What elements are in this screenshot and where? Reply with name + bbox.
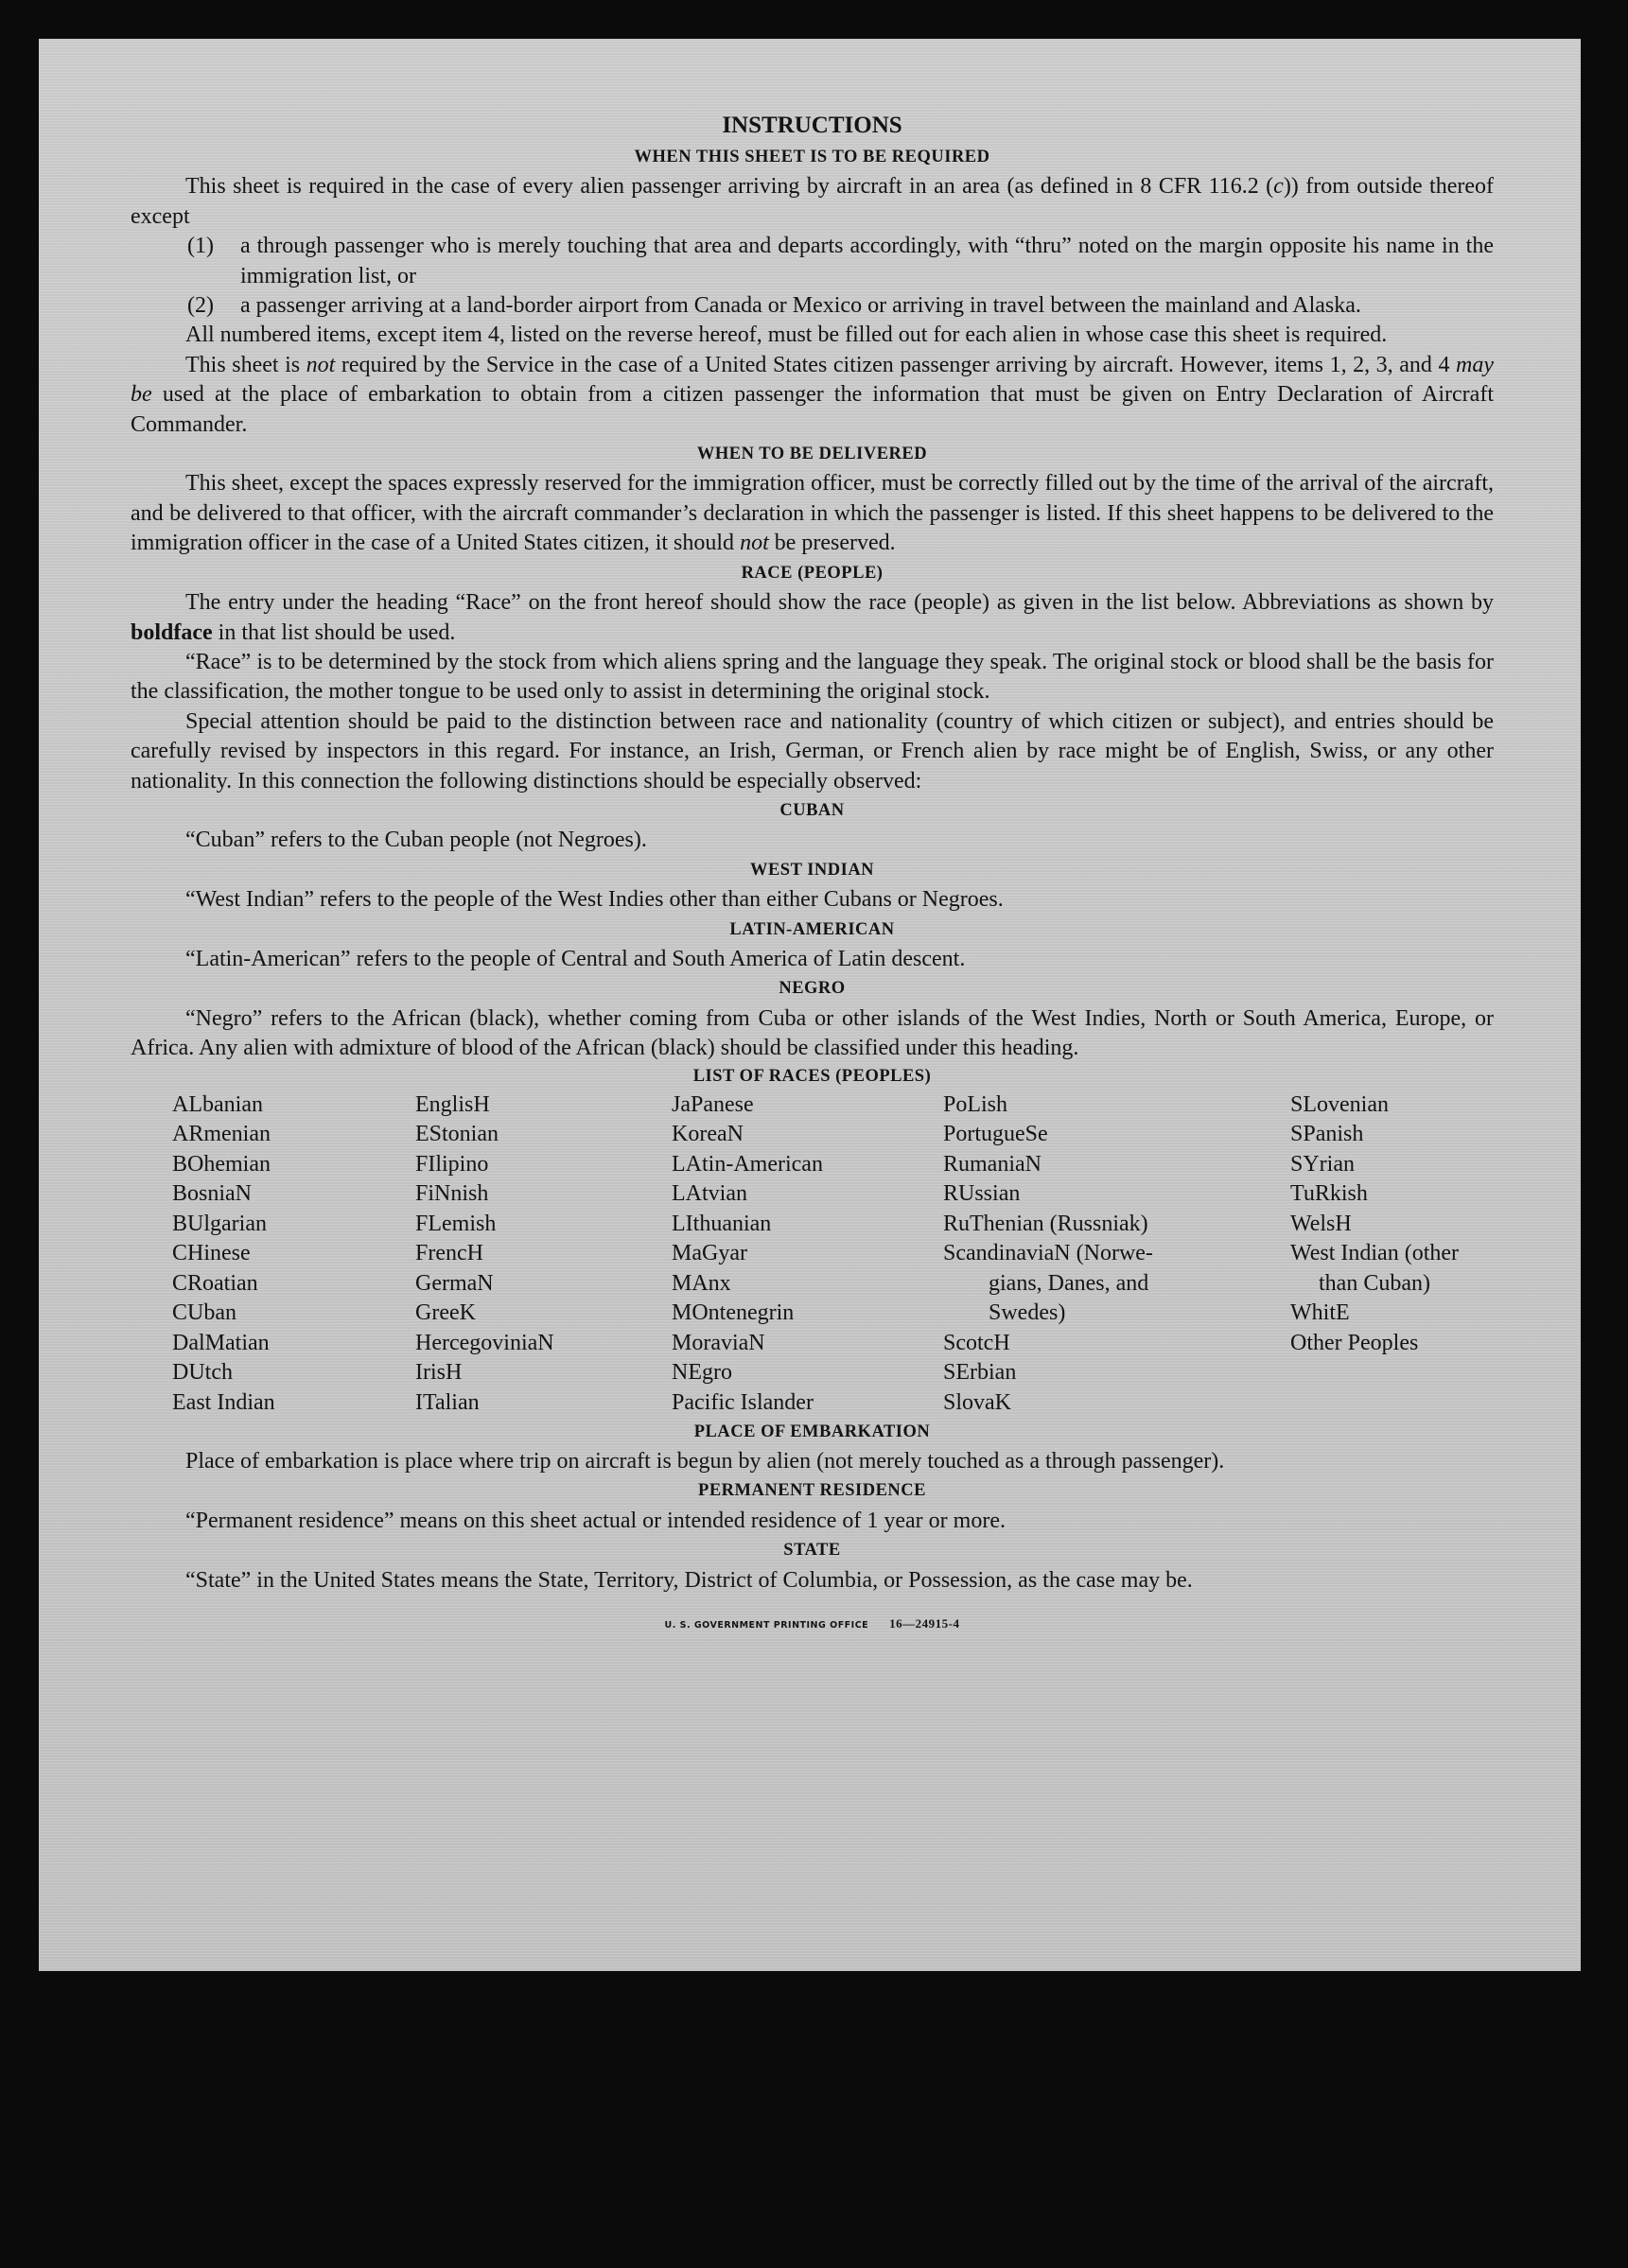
race-entry: Other Peoples xyxy=(1290,1330,1419,1355)
text-segment: “Latin-American” refers to the people of Central and South America of Latin descent. xyxy=(185,946,966,971)
race-entry: RUssian xyxy=(943,1181,1021,1207)
race-entry: DalMatian xyxy=(172,1330,270,1355)
race-entry: LAtvian xyxy=(672,1181,747,1207)
race-entry: MAnx xyxy=(672,1270,731,1296)
text-segment: )) from outside thereof except xyxy=(131,174,1495,229)
race-entry: WelsH xyxy=(1290,1211,1352,1236)
race-entry: SErbian xyxy=(943,1360,1017,1386)
race-entry: ALbanian xyxy=(172,1091,263,1117)
text-segment: This sheet, except the spaces expressly reserved for the immigration officer, must be correctly filled out by the time of the arrival of the aircraft, and be delivered to that officer, with the aircraft commander’s declaration in which the passenger is listed. If this sheet happens to be delivered to the immigration officer in the case of a United States citizen, it should xyxy=(131,471,1494,556)
race-entry: RuThenian (Russniak) xyxy=(943,1211,1148,1236)
race-entry: LAtin-American xyxy=(672,1151,823,1177)
race-entry: ScandinaviaN (Norwe- xyxy=(943,1241,1153,1266)
race-entry: FiNnish xyxy=(415,1181,489,1207)
text-segment: “Cuban” refers to the Cuban people (not Negroes). xyxy=(185,828,647,853)
section-heading: WHEN THIS SHEET IS TO BE REQUIRED xyxy=(634,148,990,166)
item-text: a through passenger who is merely touching that area and departs accordingly, with “thru” noted on the margin opposite his name in the immigration list, or xyxy=(240,234,1494,288)
text-segment: This sheet is xyxy=(185,352,306,377)
race-entry: ITalian xyxy=(415,1389,480,1415)
race-entry: EStonian xyxy=(415,1122,499,1147)
printer-imprint xyxy=(131,1609,1494,1640)
race-entry: TuRkish xyxy=(1290,1181,1368,1207)
text-segment: This sheet is required in the case of every alien passenger arriving by aircraft in an area (as defined in 8 CFR 116.2 ( xyxy=(185,174,1274,200)
race-entry: RumaniaN xyxy=(943,1151,1042,1177)
race-entry: KoreaN xyxy=(672,1122,744,1147)
instructions-text xyxy=(131,109,1494,1640)
item-number: (1) xyxy=(187,234,214,259)
text-segment: not xyxy=(740,531,769,556)
paragraph xyxy=(131,885,1494,915)
race-entry: GreeK xyxy=(415,1300,476,1326)
race-entry: MaGyar xyxy=(672,1241,747,1266)
race-entry: East Indian xyxy=(172,1389,275,1415)
section-heading: LIST OF RACES (PEOPLES) xyxy=(692,1066,932,1086)
list-item xyxy=(131,232,1494,291)
printing-office: U. S. GOVERNMENT PRINTING OFFICE xyxy=(664,1620,869,1631)
race-entry: SPanish xyxy=(1290,1122,1364,1147)
page-title: INSTRUCTIONS xyxy=(722,113,902,138)
race-entry: Swedes) xyxy=(989,1300,1066,1326)
text-segment: be preserved. xyxy=(768,531,896,556)
form-number: 16—24915-4 xyxy=(889,1616,960,1631)
section-heading: STATE xyxy=(783,1541,841,1561)
text-segment: in that list should be used. xyxy=(212,619,456,645)
race-entry: SlovaK xyxy=(943,1389,1011,1415)
race-entry: NEgro xyxy=(672,1360,732,1386)
race-entry: MOntenegrin xyxy=(672,1300,795,1326)
text-segment: “State” in the United States means the State, Territory, District of Columbia, or Possession, as the case may be. xyxy=(185,1567,1193,1593)
race-entry: CHinese xyxy=(172,1241,251,1266)
races-column xyxy=(1290,1090,1459,1359)
race-entry: MoraviaN xyxy=(672,1330,765,1355)
race-entry: BosniaN xyxy=(172,1181,252,1207)
race-entry: West Indian (other xyxy=(1290,1241,1460,1266)
document-page xyxy=(39,39,1581,1971)
paragraph xyxy=(131,1507,1494,1536)
item-text: a passenger arriving at a land-border airport from Canada or Mexico or arriving in travel between the mainland and Alaska. xyxy=(240,293,1361,319)
race-entry: SLovenian xyxy=(1290,1091,1389,1117)
text-segment: All numbered items, except item 4, listed on the reverse hereof, must be filled out for each alien in whose case this sheet is required. xyxy=(185,323,1388,348)
race-entry: BUlgarian xyxy=(172,1211,267,1236)
race-entry: CRoatian xyxy=(172,1270,258,1296)
race-entry: than Cuban) xyxy=(1319,1270,1430,1296)
race-entry: Pacific Islander xyxy=(672,1389,814,1415)
race-entry: IrisH xyxy=(415,1360,463,1386)
races-column xyxy=(415,1090,554,1419)
race-entry: WhitE xyxy=(1290,1300,1350,1326)
race-entry: FLemish xyxy=(415,1211,497,1236)
races-column xyxy=(672,1090,823,1419)
section-heading: NEGRO xyxy=(779,979,846,999)
race-entry: JaPanese xyxy=(672,1091,754,1117)
race-entry: BOhemian xyxy=(172,1151,271,1177)
race-entry: DUtch xyxy=(172,1360,233,1386)
list-item xyxy=(131,291,1494,321)
text-segment: “Negro” refers to the African (black), whether coming from Cuba or other islands of the West Indies, North or South America, Europe, or Africa. Any alien with admixture of blood of the African (black) should be classified under this heading. xyxy=(131,1005,1494,1061)
text-segment: required by the Service in the case of a United States citizen passenger arriving by aircraft. However, items 1, 2, 3, and 4 xyxy=(335,352,1457,377)
paragraph xyxy=(131,945,1494,974)
race-entry: FrencH xyxy=(415,1241,483,1266)
text-segment: Special attention should be paid to the distinction between race and nationality (country of which citizen or subject), and entries should be carefully revised by inspectors in this regard. For instance, an Irish, German, or French alien by race might be of English, Swiss, or any other nationality. In this connection the following distinctions should be especially observed: xyxy=(131,708,1494,794)
race-entry: LIthuanian xyxy=(672,1211,772,1236)
item-number: (2) xyxy=(187,293,214,319)
text-segment: The entry under the heading “Race” on the front hereof should show the race (people) as given in the list below. Abbreviations as shown by xyxy=(185,590,1494,616)
text-segment: used at the place of embarkation to obtain from a citizen passenger the information that must be given on Entry Declaration of Aircraft Commander. xyxy=(131,382,1494,437)
paragraph xyxy=(131,469,1494,558)
race-entry: PoLish xyxy=(943,1091,1008,1117)
paragraph xyxy=(131,588,1494,648)
races-list xyxy=(131,1090,1494,1418)
paragraph xyxy=(131,1004,1494,1064)
text-segment: Place of embarkation is place where trip on aircraft is begun by alien (not merely touched as a through passenger). xyxy=(185,1449,1225,1474)
paragraph xyxy=(131,826,1494,855)
text-segment: c xyxy=(1273,174,1284,200)
section-heading: PERMANENT RESIDENCE xyxy=(698,1481,926,1501)
paragraph xyxy=(131,1447,1494,1476)
text-segment: “Race” is to be determined by the stock from which aliens spring and the language they speak. The original stock or blood shall be the basis for the classification, the mother tongue to be used only to assist in determining the original stock. xyxy=(131,649,1494,705)
section-heading: WEST INDIAN xyxy=(749,860,875,880)
text-segment: may be xyxy=(131,352,1494,408)
races-column xyxy=(943,1090,1153,1419)
race-entry: gians, Danes, and xyxy=(989,1270,1149,1296)
text-segment: not xyxy=(306,352,336,377)
section-heading: WHEN TO BE DELIVERED xyxy=(696,445,928,464)
paragraph xyxy=(131,648,1494,707)
paragraph xyxy=(131,707,1494,796)
paragraph xyxy=(131,351,1494,440)
race-entry: HercegoviniaN xyxy=(415,1330,554,1355)
text-segment: “Permanent residence” means on this sheet actual or intended residence of 1 year or more. xyxy=(185,1508,1006,1533)
race-entry: EnglisH xyxy=(415,1091,490,1117)
race-entry: CUban xyxy=(172,1300,236,1326)
section-heading: LATIN-AMERICAN xyxy=(729,919,895,939)
paragraph xyxy=(131,1566,1494,1596)
races-column xyxy=(172,1090,275,1419)
race-entry: PortugueSe xyxy=(943,1122,1048,1147)
paragraph xyxy=(131,172,1494,232)
section-heading: RACE (PEOPLE) xyxy=(741,563,884,583)
race-entry: ARmenian xyxy=(172,1122,271,1147)
text-segment: boldface xyxy=(131,619,213,645)
race-entry: SYrian xyxy=(1290,1151,1355,1177)
race-entry: ScotcH xyxy=(943,1330,1010,1355)
section-heading: PLACE OF EMBARKATION xyxy=(693,1422,931,1441)
paragraph xyxy=(131,321,1494,350)
section-heading: CUBAN xyxy=(779,800,845,820)
text-segment: “West Indian” refers to the people of the West Indies other than either Cubans or Negroes. xyxy=(185,887,1004,913)
race-entry: FIlipino xyxy=(415,1151,489,1177)
race-entry: GermaN xyxy=(415,1270,494,1296)
